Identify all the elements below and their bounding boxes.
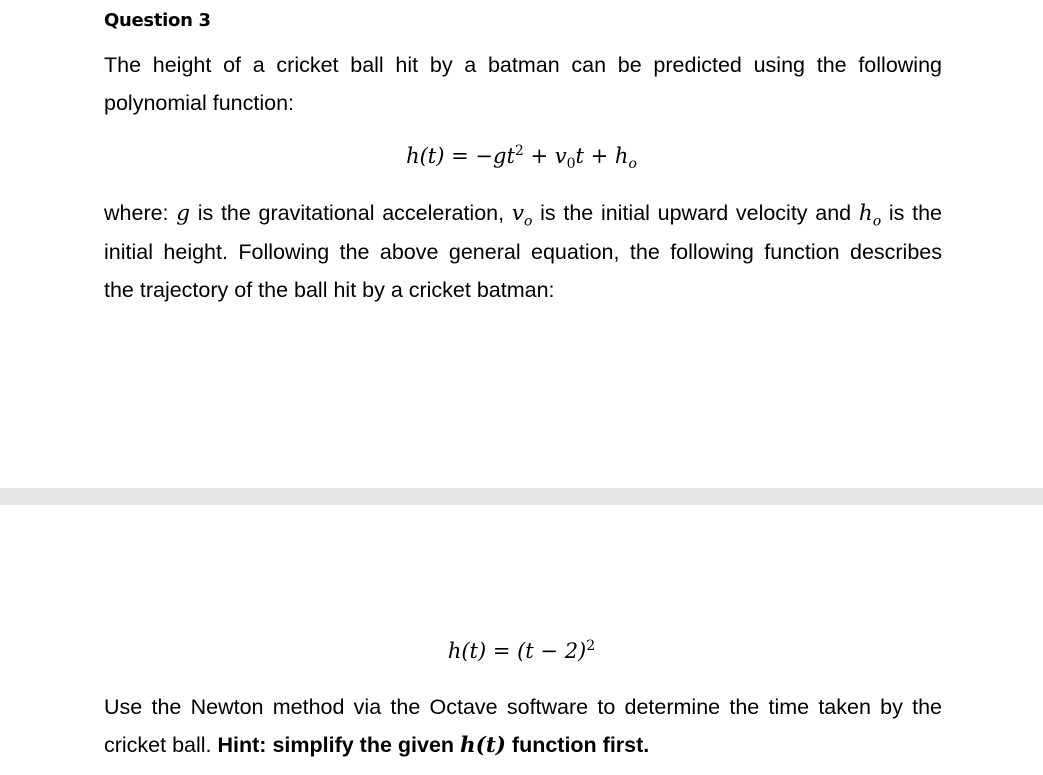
where-g-desc: is the gravitational acceleration, bbox=[190, 201, 512, 225]
where-line-3: the trajectory of the ball hit by a cricket batman: bbox=[104, 278, 555, 302]
symbol-h: h bbox=[858, 201, 873, 226]
hint-end: function first. bbox=[505, 733, 650, 757]
specific-eq-exponent: 2 bbox=[586, 638, 596, 654]
question-title: Question 3 bbox=[104, 10, 211, 31]
general-eq-v-sub: 0 bbox=[566, 156, 576, 173]
general-eq-h-sub: o bbox=[628, 156, 637, 173]
general-eq-lhs: h(t) bbox=[406, 144, 445, 168]
intro-line-2: polynomial function: bbox=[104, 91, 295, 115]
where-v-desc: is the initial upward velocity and bbox=[532, 201, 859, 225]
task-line-2 bbox=[104, 726, 942, 765]
specific-eq-lhs: h(t) bbox=[447, 639, 487, 663]
symbol-g: g bbox=[176, 201, 191, 226]
where-paragraph bbox=[104, 194, 942, 309]
general-eq-part1: = −gt bbox=[444, 144, 515, 168]
symbol-h-sub: o bbox=[872, 213, 882, 230]
task-paragraph bbox=[104, 688, 942, 765]
general-eq-part2: + v bbox=[523, 144, 567, 168]
hint-text: Hint: simplify the given bbox=[217, 733, 461, 757]
task-line-2-text: cricket ball. bbox=[104, 733, 218, 757]
hint-function: h(t) bbox=[460, 733, 506, 758]
where-prefix: where: bbox=[104, 201, 177, 225]
general-equation bbox=[0, 143, 1043, 173]
intro-paragraph bbox=[104, 46, 942, 122]
where-h-desc: is the bbox=[881, 201, 942, 225]
where-line-1 bbox=[104, 194, 942, 233]
task-line-1: Use the Newton method via the Octave software to determine the time taken by the bbox=[104, 695, 942, 719]
document-page-bottom bbox=[0, 505, 1043, 775]
specific-eq-rhs: = (t − 2) bbox=[486, 639, 587, 663]
general-eq-part3: t + h bbox=[575, 144, 629, 168]
page-separator bbox=[0, 488, 1043, 505]
symbol-v: v bbox=[511, 201, 524, 226]
where-line-2: initial height. Following the above general equation, the following function describes bbox=[104, 240, 942, 264]
specific-equation bbox=[0, 639, 1043, 663]
symbol-v-sub: o bbox=[523, 213, 533, 230]
intro-line-1: The height of a cricket ball hit by a batman can be predicted using the following bbox=[104, 53, 942, 77]
general-eq-exponent: 2 bbox=[514, 143, 524, 159]
